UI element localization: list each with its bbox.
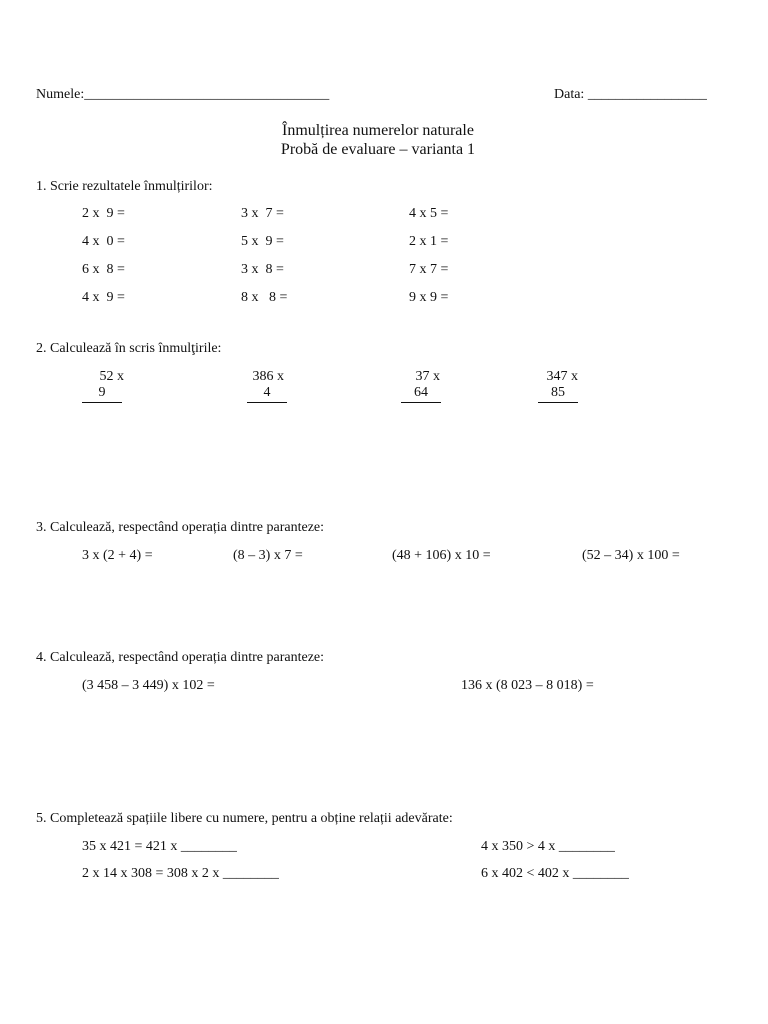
exercise-3-item: 3 x (2 + 4) = [82,548,153,563]
exercise-4-item: 136 x (8 023 – 8 018) = [461,678,594,693]
worksheet-title: Înmulțirea numerelor naturale [282,122,474,139]
exercise-1-item: 8 x 8 = [241,290,288,305]
date-field-label: Data: _________________ [554,87,707,102]
exercise-5-prompt: 5. Completează spațiile libere cu numere, pentru a obține relații adevărate: [36,811,453,826]
exercise-1-item: 5 x 9 = [241,234,284,249]
exercise-1-prompt: 1. Scrie rezultatele înmulțirilor: [36,179,213,194]
exercise-1-item: 2 x 1 = [409,234,449,249]
exercise-3-item: (8 – 3) x 7 = [233,548,303,563]
multiplication-top: 37 x [415,369,440,384]
exercise-1-item: 3 x 7 = [241,206,284,221]
exercise-3-prompt: 3. Calculează, respectând operația dintre paranteze: [36,520,325,535]
exercise-1-item: 3 x 8 = [241,262,284,277]
multiplication-top: 347 x [546,369,578,384]
multiplication-bottom: 85 [538,386,578,403]
exercise-3-item: (52 – 34) x 100 = [582,548,680,563]
exercise-2-prompt: 2. Calculează în scris înmulţirile: [36,341,222,356]
exercise-1-item: 6 x 8 = [82,262,125,277]
exercise-1-item: 4 x 5 = [409,206,449,221]
name-field-label: Numele:___________________________________ [36,87,330,102]
exercise-4-prompt: 4. Calculează, respectând operația dintre paranteze: [36,650,325,665]
exercise-5-item: 2 x 14 x 308 = 308 x 2 x ________ [82,866,279,881]
worksheet-subtitle: Probă de evaluare – varianta 1 [280,141,476,158]
exercise-3-item: (48 + 106) x 10 = [392,548,491,563]
multiplication-top: 386 x [252,369,284,384]
multiplication-bottom: 64 [401,386,441,403]
multiplication-bottom: 4 [247,386,287,403]
exercise-1-item: 9 x 9 = [409,290,449,305]
exercise-1-item: 4 x 0 = [82,234,125,249]
multiplication-bottom: 9 [82,386,122,403]
exercise-5-item: 35 x 421 = 421 x ________ [82,839,237,854]
exercise-1-item: 4 x 9 = [82,290,125,305]
exercise-1-item: 7 x 7 = [409,262,449,277]
exercise-5-item: 4 x 350 > 4 x ________ [481,839,615,854]
exercise-1-item: 2 x 9 = [82,206,125,221]
multiplication-top: 52 x [99,369,124,384]
exercise-5-item: 6 x 402 < 402 x ________ [481,866,629,881]
exercise-4-item: (3 458 – 3 449) x 102 = [82,678,215,693]
